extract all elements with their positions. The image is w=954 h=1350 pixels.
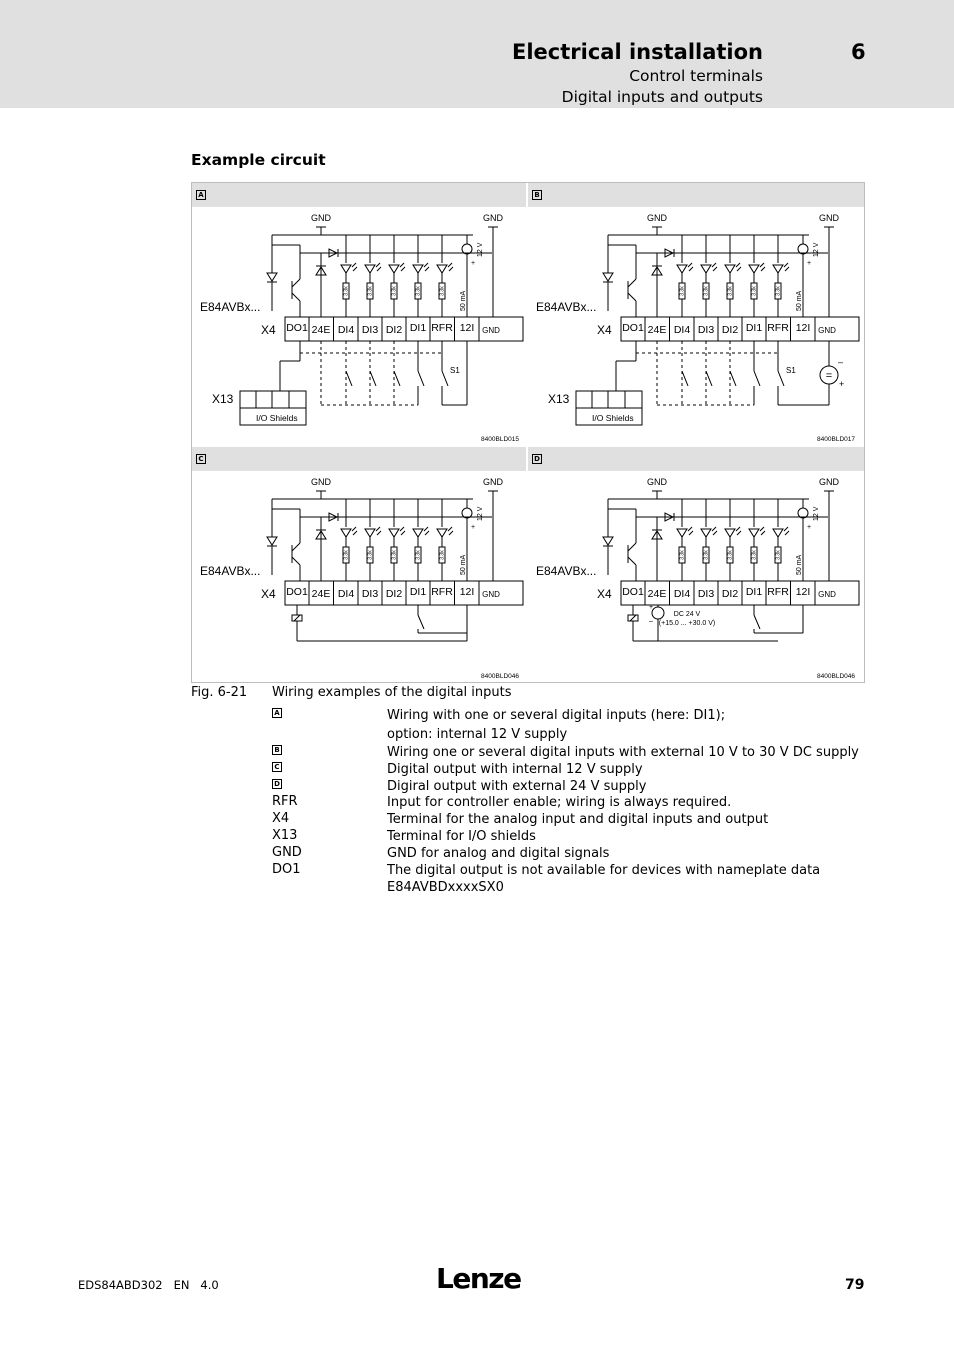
switch-symbol	[418, 615, 424, 629]
connector-label: X4	[597, 323, 612, 337]
opto-diode	[701, 265, 711, 273]
legend-item	[272, 862, 872, 896]
terminal-label: DI3	[361, 324, 379, 336]
legend-key-box: D	[272, 779, 282, 789]
switch-symbol	[754, 371, 760, 386]
opto-diode	[437, 529, 447, 537]
panel-d	[528, 447, 864, 683]
drawing-id: 8400BLD015	[481, 436, 519, 443]
relay-coil	[630, 615, 636, 621]
opto-arrow	[736, 263, 740, 267]
opto-diode	[701, 529, 711, 537]
figure-title: Wiring examples of the digital inputs	[272, 685, 512, 700]
legend-key: DO1	[272, 862, 301, 877]
current-label: 50 mA	[796, 554, 803, 575]
opto-arrow	[760, 527, 764, 531]
terminal-label: DO1	[286, 586, 308, 598]
polarity-plus: +	[471, 524, 476, 531]
terminal-label: DO1	[622, 322, 644, 334]
panel-b	[528, 183, 864, 446]
opto-arrow	[376, 263, 380, 267]
opto-arrow	[449, 531, 453, 535]
legend-item	[272, 828, 872, 845]
resistor-value: 3.3k	[367, 286, 374, 296]
legend-description-cont: option: internal 12 V supply	[387, 727, 568, 742]
switch-symbol	[778, 371, 784, 386]
terminal-label: DI1	[745, 586, 763, 598]
panel-c	[192, 447, 528, 683]
opto-arrow	[425, 267, 429, 271]
switch-symbol	[730, 371, 736, 386]
panel-key: D	[532, 454, 542, 464]
document-id: EDS84ABD302 EN 4.0	[78, 1278, 219, 1292]
terminal-label: DI2	[721, 324, 739, 336]
gnd-label: GND	[819, 213, 839, 223]
relay-coil	[294, 615, 300, 621]
legend-description: Wiring one or several digital inputs with external 10 V to 30 V DC supply	[387, 745, 859, 760]
opto-arrow	[737, 267, 741, 271]
voltage-label: 12 V	[813, 506, 820, 521]
opto-diode	[749, 265, 759, 273]
terminal-label: DI4	[673, 324, 691, 336]
terminal-label: GND	[818, 590, 836, 599]
resistor-value: 3.3k	[391, 550, 398, 560]
drawing-id: 8400BLD046	[817, 673, 855, 680]
chapter-title: Electrical installation	[512, 40, 763, 64]
terminal-label: GND	[482, 326, 500, 335]
diode-symbol	[603, 537, 613, 545]
opto-arrow	[352, 527, 356, 531]
resistor-value: 3.3k	[775, 550, 782, 560]
resistor-value: 3.3k	[679, 550, 686, 560]
opto-arrow	[377, 267, 381, 271]
circuit-diagram	[192, 183, 528, 446]
terminal-label: 24E	[647, 588, 667, 600]
device-label: E84AVBx...	[200, 564, 261, 578]
opto-diode	[365, 529, 375, 537]
opto-arrow	[352, 263, 356, 267]
legend-key-box: B	[272, 745, 282, 755]
diode-symbol	[603, 273, 613, 281]
connector-label: X4	[597, 587, 612, 601]
terminal-label: 12I	[459, 586, 475, 598]
resistor-value: 3.3k	[775, 286, 782, 296]
legend-item	[272, 707, 872, 743]
terminal-label: DI1	[745, 322, 763, 334]
opto-arrow	[400, 263, 404, 267]
opto-diode	[773, 529, 783, 537]
subsection-subtitle: Digital inputs and outputs	[561, 88, 763, 106]
gnd-label: GND	[647, 477, 667, 487]
dc-source	[652, 607, 664, 619]
terminal-label: DI1	[409, 586, 427, 598]
legend-key	[272, 707, 282, 722]
gnd-label: GND	[483, 213, 503, 223]
legend-key-box: C	[272, 762, 282, 772]
terminal-label: DI2	[721, 588, 739, 600]
current-label: 50 mA	[460, 290, 467, 311]
connector-label: X13	[212, 392, 234, 406]
resistor-value: 3.3k	[727, 286, 734, 296]
opto-diode	[341, 265, 351, 273]
opto-diode	[677, 529, 687, 537]
supply-label: DC 24 V	[673, 611, 701, 618]
polarity-plus: +	[807, 260, 812, 267]
opto-arrow	[448, 527, 452, 531]
transistor-symbol	[628, 543, 636, 551]
shield-terminal	[576, 391, 642, 408]
gnd-label: GND	[647, 213, 667, 223]
opto-diode	[389, 529, 399, 537]
terminal-label: 24E	[311, 588, 331, 600]
opto-arrow	[424, 263, 428, 267]
opto-arrow	[785, 267, 789, 271]
diode-symbol	[267, 537, 277, 545]
opto-diode	[773, 265, 783, 273]
transistor-symbol	[292, 279, 300, 287]
legend-key	[272, 778, 282, 793]
opto-arrow	[688, 263, 692, 267]
switch-symbol	[418, 371, 424, 386]
supply-range: (+15.0 ... +30.0 V)	[658, 620, 716, 627]
opto-arrow	[688, 527, 692, 531]
transistor-symbol	[628, 557, 636, 565]
terminal-label: 24E	[647, 324, 667, 336]
legend-key	[272, 744, 282, 759]
drawing-id: 8400BLD046	[481, 673, 519, 680]
resistor-value: 3.3k	[679, 286, 686, 296]
opto-arrow	[425, 531, 429, 535]
opto-arrow	[449, 267, 453, 271]
legend-key-box: A	[272, 708, 282, 718]
terminal-label: 12I	[795, 322, 811, 334]
opto-diode	[437, 265, 447, 273]
resistor-value: 3.3k	[751, 286, 758, 296]
current-label: 50 mA	[460, 554, 467, 575]
transistor-symbol	[628, 279, 636, 287]
page-number: 79	[845, 1277, 865, 1293]
gnd-label: GND	[819, 477, 839, 487]
circuit-diagram	[192, 447, 528, 683]
switch-symbol	[706, 371, 712, 386]
connector-label: X4	[261, 587, 276, 601]
legend-description: Input for controller enable; wiring is always required.	[387, 795, 732, 810]
terminal-label: DO1	[286, 322, 308, 334]
legend-description: Digital output with internal 12 V supply	[387, 762, 643, 777]
legend-description: Digiral output with external 24 V supply	[387, 779, 647, 794]
opto-diode	[365, 265, 375, 273]
opto-arrow	[376, 527, 380, 531]
legend-description: GND for analog and digital signals	[387, 846, 610, 861]
shield-label: I/O Shields	[592, 413, 634, 423]
polarity-plus: +	[839, 379, 845, 389]
opto-arrow	[785, 531, 789, 535]
transistor-symbol	[292, 293, 300, 301]
legend-key: X4	[272, 811, 290, 826]
legend-item	[272, 778, 872, 795]
terminal-label: RFR	[767, 322, 789, 334]
panel-key: A	[196, 190, 206, 200]
opto-diode	[413, 529, 423, 537]
terminal-label: DI3	[697, 324, 715, 336]
switch-symbol	[754, 615, 760, 629]
polarity-plus: +	[649, 604, 654, 611]
terminal-label: DI1	[409, 322, 427, 334]
opto-arrow	[736, 527, 740, 531]
resistor-value: 3.3k	[703, 286, 710, 296]
switch-symbol	[370, 371, 376, 386]
terminal-label: DI4	[337, 324, 355, 336]
opto-diode	[749, 529, 759, 537]
opto-arrow	[760, 263, 764, 267]
panel-key: B	[532, 190, 542, 200]
section-subtitle: Control terminals	[629, 67, 763, 85]
legend-description: Terminal for the analog input and digital inputs and output	[387, 812, 769, 827]
resistor-value: 3.3k	[343, 550, 350, 560]
terminal-label: RFR	[767, 586, 789, 598]
connector-label: X4	[261, 323, 276, 337]
terminal-label: RFR	[431, 586, 453, 598]
terminal-label: 24E	[311, 324, 331, 336]
resistor-value: 3.3k	[415, 286, 422, 296]
opto-arrow	[448, 263, 452, 267]
legend-item	[272, 794, 872, 811]
terminal-label: DI3	[361, 588, 379, 600]
panel-key: C	[196, 454, 206, 464]
opto-arrow	[761, 267, 765, 271]
voltage-label: 12 V	[477, 242, 484, 257]
opto-arrow	[353, 267, 357, 271]
opto-diode	[389, 265, 399, 273]
resistor-value: 3.3k	[343, 286, 350, 296]
opto-arrow	[712, 527, 716, 531]
resistor-value: 3.3k	[391, 286, 398, 296]
chapter-number: 6	[851, 40, 866, 64]
switch-label: S1	[450, 366, 460, 375]
legend-description-cont: E84AVBDxxxxSX0	[387, 880, 504, 895]
terminal-label: 12I	[795, 586, 811, 598]
opto-arrow	[377, 531, 381, 535]
opto-arrow	[713, 531, 717, 535]
opto-diode	[725, 265, 735, 273]
legend-item	[272, 761, 872, 778]
opto-arrow	[713, 267, 717, 271]
opto-arrow	[400, 527, 404, 531]
connector-label: X13	[548, 392, 570, 406]
resistor-value: 3.3k	[703, 550, 710, 560]
terminal-label: DI4	[337, 588, 355, 600]
opto-diode	[341, 529, 351, 537]
resistor-value: 3.3k	[439, 550, 446, 560]
resistor-value: 3.3k	[367, 550, 374, 560]
terminal-label: DI3	[697, 588, 715, 600]
device-label: E84AVBx...	[536, 564, 597, 578]
legend-description: The digital output is not available for devices with nameplate data	[387, 863, 821, 878]
terminal-label: DI4	[673, 588, 691, 600]
transistor-symbol	[628, 293, 636, 301]
opto-diode	[725, 529, 735, 537]
terminal-label: GND	[482, 590, 500, 599]
transistor-symbol	[292, 557, 300, 565]
shield-terminal	[240, 391, 306, 408]
section-heading: Example circuit	[191, 151, 326, 169]
opto-arrow	[401, 267, 405, 271]
resistor-value: 3.3k	[415, 550, 422, 560]
polarity-minus: –	[838, 357, 844, 367]
polarity-plus: +	[807, 524, 812, 531]
legend-key: GND	[272, 845, 302, 860]
opto-arrow	[784, 263, 788, 267]
legend-description: Terminal for I/O shields	[387, 829, 536, 844]
opto-arrow	[737, 531, 741, 535]
terminal-label: GND	[818, 326, 836, 335]
terminal-label: DI2	[385, 324, 403, 336]
figure-number: Fig. 6-21	[191, 685, 248, 700]
gnd-label: GND	[483, 477, 503, 487]
resistor-value: 3.3k	[439, 286, 446, 296]
legend-item	[272, 744, 872, 761]
legend-item	[272, 811, 872, 828]
diode-symbol	[267, 273, 277, 281]
gnd-label: GND	[311, 213, 331, 223]
legend-key	[272, 761, 282, 776]
switch-label: S1	[786, 366, 796, 375]
legend-description: Wiring with one or several digital inputs (here: DI1);	[387, 708, 726, 723]
legend-key: RFR	[272, 794, 298, 809]
voltage-label: 12 V	[813, 242, 820, 257]
terminal-label: 12I	[459, 322, 475, 334]
opto-arrow	[689, 531, 693, 535]
opto-arrow	[761, 531, 765, 535]
legend-key: X13	[272, 828, 298, 843]
current-label: 50 mA	[796, 290, 803, 311]
resistor-value: 3.3k	[751, 550, 758, 560]
shield-label: I/O Shields	[256, 413, 298, 423]
drawing-id: 8400BLD017	[817, 436, 855, 443]
opto-arrow	[401, 531, 405, 535]
transistor-symbol	[292, 543, 300, 551]
dc-source-symbol: =	[825, 370, 833, 382]
polarity-plus: +	[471, 260, 476, 267]
opto-arrow	[424, 527, 428, 531]
switch-symbol	[682, 371, 688, 386]
opto-diode	[413, 265, 423, 273]
lenze-logo: Lenze	[436, 1262, 521, 1295]
device-label: E84AVBx...	[536, 300, 597, 314]
wiring-figure	[191, 182, 865, 683]
terminal-label: DI2	[385, 588, 403, 600]
switch-symbol	[394, 371, 400, 386]
resistor-value: 3.3k	[727, 550, 734, 560]
circuit-diagram	[528, 183, 864, 446]
page-header	[0, 0, 954, 108]
opto-arrow	[689, 267, 693, 271]
opto-diode	[677, 265, 687, 273]
device-label: E84AVBx...	[200, 300, 261, 314]
opto-arrow	[353, 531, 357, 535]
gnd-label: GND	[311, 477, 331, 487]
terminal-label: DO1	[622, 586, 644, 598]
voltage-label: 12 V	[477, 506, 484, 521]
opto-arrow	[784, 527, 788, 531]
circuit-diagram	[528, 447, 864, 683]
opto-arrow	[712, 263, 716, 267]
switch-symbol	[346, 371, 352, 386]
legend-item	[272, 845, 872, 862]
switch-symbol	[442, 371, 448, 386]
polarity-minus: –	[649, 618, 653, 625]
terminal-label: RFR	[431, 322, 453, 334]
panel-a	[192, 183, 528, 446]
